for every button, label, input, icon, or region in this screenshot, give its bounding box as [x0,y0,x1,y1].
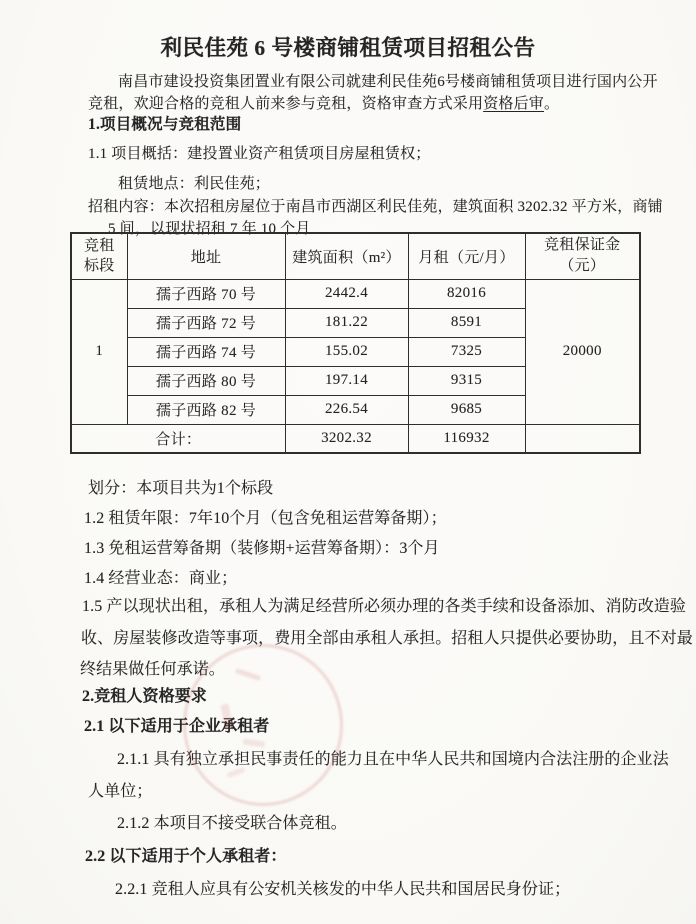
rental-lots-table [70,232,641,454]
address-cell: 孺子西路 74 号 [127,337,285,366]
col-header-area: 建筑面积（m²） [285,233,408,279]
lease-location-line: 租赁地点：利民佳苑； [118,176,271,192]
rental-content-line-1: 招租内容：本次招租房屋位于南昌市西湖区利民佳苑，建筑面积 3202.32 平方米，商铺 [88,199,663,215]
rental-content-line-2: 5 间，以现状招租 7 年 10 个月 [108,221,311,237]
item-2-2: 2.2 以下适用于个人承租者： [85,848,287,865]
division-line: 划分：本项目共为1个标段 [88,480,274,497]
item-2-1: 2.1 以下适用于企业承租者 [84,718,270,735]
rent-cell: 82016 [408,279,525,308]
col-header-deposit: 竞租保证金（元） [525,233,640,279]
intro-line-2 [88,93,559,115]
rent-cell: 8591 [408,308,525,337]
address-cell: 孺子西路 72 号 [127,308,285,337]
intro-line-2-end: 。 [544,96,560,112]
seal-mark-icon [243,738,266,747]
item-2-1-2: 2.1.2 本项目不接受联合体竞租。 [117,815,347,832]
intro-line-1: 南昌市建设投资集团置业有限公司就建利民佳苑6号楼商铺租赁项目进行国内公开 [118,74,658,90]
address-cell: 孺子西路 70 号 [127,279,285,308]
document-title: 利民佳苑 6 号楼商铺租赁项目招租公告 [160,36,536,60]
deposit-cell: 20000 [525,279,640,424]
item-1-4: 1.4 经营业态：商业； [84,570,238,587]
item-2-1-1-line-1: 2.1.1 具有独立承担民事责任的能力且在中华人民共和国境内合法注册的企业法 [117,751,669,768]
col-header-rent: 月租（元/月） [408,233,525,279]
item-1-2: 1.2 租赁年限：7年10个月（包含免租运营筹备期）； [84,510,447,527]
rent-cell: 7325 [408,337,525,366]
area-cell: 226.54 [285,395,408,424]
item-1-5-line-3: 终结果做任何承诺。 [80,661,225,678]
col-header-address: 地址 [127,233,285,279]
total-deposit-cell [525,424,640,453]
area-cell: 197.14 [285,366,408,395]
area-cell: 2442.4 [285,279,408,308]
item-2-2-1: 2.2.1 竞租人应具有公安机关核发的中华人民共和国居民身份证； [115,881,571,898]
rent-cell: 9315 [408,366,525,395]
address-cell: 孺子西路 82 号 [127,395,285,424]
total-rent-cell: 116932 [408,424,525,453]
address-cell: 孺子西路 80 号 [127,366,285,395]
item-1-1: 1.1 项目概括：建投置业资产租赁项目房屋租赁权； [88,146,431,162]
seal-mark-icon [235,668,261,681]
item-1-5-line-2: 收、房屋装修改造等事项，费用全部由承租人承担。招租人只提供必要协助，且不对最 [81,630,693,647]
table-total-row [71,424,640,453]
bid-section-cell: 1 [71,279,127,424]
table-header-row [71,233,640,279]
area-cell: 181.22 [285,308,408,337]
rent-cell: 9685 [408,395,525,424]
section-2-heading: 2.竞租人资格要求 [82,688,207,705]
intro-line-2-text: 竞租，欢迎合格的竞租人前来参与竞租，资格审查方式采用 [88,96,484,112]
underlined-phrase: 资格后审 [483,96,545,112]
area-cell: 155.02 [285,337,408,366]
item-2-1-1-line-2: 人单位； [88,783,153,800]
section-1-heading: 1.项目概况与竞租范围 [88,116,242,133]
table-row [71,279,640,308]
item-1-5-line-1: 1.5 产以现状出租，承租人为满足经营所必须办理的各类手续和设备添加、消防改造验 [82,598,687,615]
total-label-cell: 合计： [71,424,285,453]
item-1-3: 1.3 免租运营筹备期（装修期+运营筹备期）：3个月 [84,540,440,557]
col-header-bid-section: 竞租标段 [71,233,127,279]
total-area-cell: 3202.32 [285,424,408,453]
